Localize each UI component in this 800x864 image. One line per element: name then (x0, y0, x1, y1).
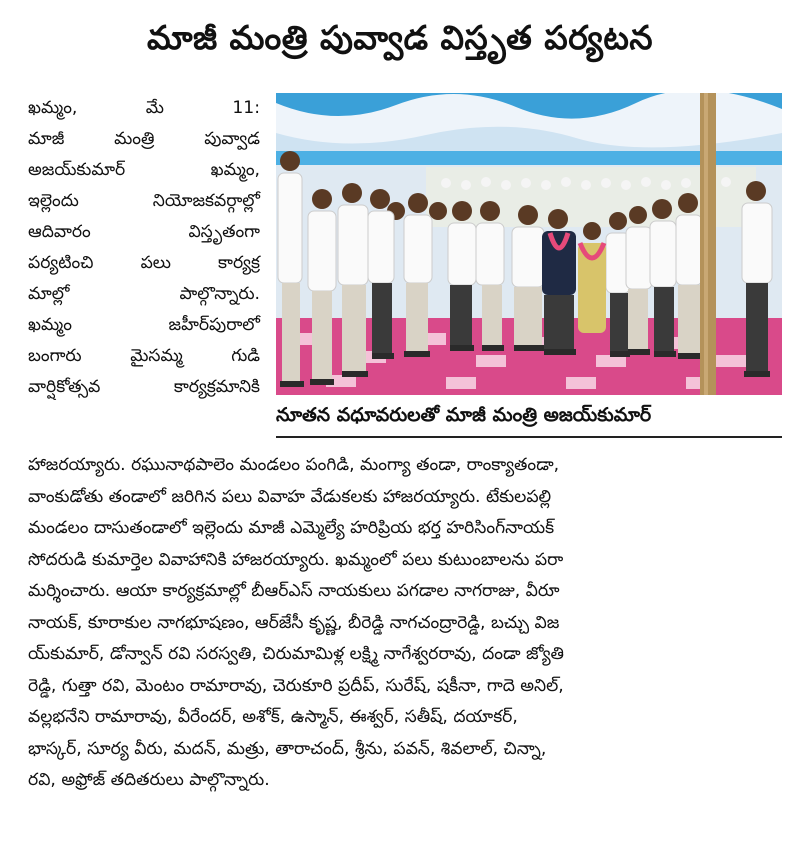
text-line: నాయక్, కూరాకుల నాగభూషణం, ఆర్‌జేసీ కృష్ణ, బీరెడ్డి నాగచంద్రారెడ్డి, బచ్చు విజ (28, 612, 560, 633)
text-line: పర్యటించి పలు కార్యక్ర (28, 253, 260, 273)
caption-divider (276, 436, 782, 438)
text-line: మాజీ మంత్రి పువ్వాడ (28, 129, 260, 149)
dateline: ఖమ్మం, మే 11: (28, 98, 260, 118)
text-line: ఖమ్మం జహీర్‌పురాలో (28, 315, 260, 335)
text-line: ఇల్లెందు నియోజకవర్గాల్లో (28, 191, 260, 211)
text-line: వల్లభనేని రామారావు, వీరేందర్, అశోక్, ఉస్మాన్, ఈశ్వర్, సతీష్, దయాకర్, (28, 707, 518, 727)
text-line: రెడ్డి, గుత్తా రవి, మెంటం రామారావు, చెరుకూరి ప్రదీప్, సురేష్, షకీనా, గాదె అనిల్, (28, 675, 564, 696)
text-line: వార్షికోత్సవ కార్యక్రమానికి (28, 377, 260, 397)
photo-caption: నూతన వధూవరులతో మాజీ మంత్రి అజయ్‌కుమార్ (276, 404, 652, 426)
text-line: సోదరుడి కుమార్తెల వివాహానికి హాజరయ్యారు. ఖమ్మంలో పలు కుటుంబాలను పరా (28, 549, 564, 570)
text-line: మండలం దాసుతండాలో ఇల్లెందు మాజీ ఎమ్మెల్యే హరిప్రియ భర్త హరిసింగ్‌నాయక్ (28, 518, 555, 538)
headline: మాజీ మంత్రి పువ్వాడ విస్తృత పర్యటన (146, 18, 654, 57)
text-line: య్‌కుమార్, డోన్వాన్ రవి సరస్వతి, చిరుమామిళ్ల లక్ష్మి నాగేశ్వరరావు, దండా జ్యోతి (28, 644, 565, 664)
text-line: ఆదివారం విస్తృతంగా (28, 222, 260, 242)
text-line: వాంకుడోతు తండాలో జరిగిన పలు వివాహ వేడుకలకు హాజరయ్యారు. టేకులపల్లి (28, 486, 552, 507)
text-line: హాజరయ్యారు. రఘునాథపాలెం మండలం పంగిడి, మంగ్యా తండా, రాంక్యాతండా, (28, 455, 560, 475)
article-body (28, 450, 788, 797)
text-line: మాల్లో పాల్గొన్నారు. (28, 284, 260, 304)
news-photo (276, 93, 782, 395)
text-line: అజయ్‌కుమార్ ఖమ్మం, (28, 160, 260, 180)
text-line: భాస్కర్, సూర్య వీరు, మదన్, మత్రు, తారాచంద్, శ్రీను, పవన్, శివలాల్, చిన్నా, (28, 738, 547, 759)
text-line: మర్శించారు. ఆయా కార్యక్రమాల్లో బీఆర్‌ఎస్ నాయకులు పగడాల నాగరాజు, వీరూ (28, 581, 560, 601)
text-line: రవి, అఫ్రోజ్ తదితరులు పాల్గొన్నారు. (28, 770, 270, 790)
left-column (28, 93, 260, 403)
text-line: బంగారు మైసమ్మ గుడి (28, 346, 260, 366)
